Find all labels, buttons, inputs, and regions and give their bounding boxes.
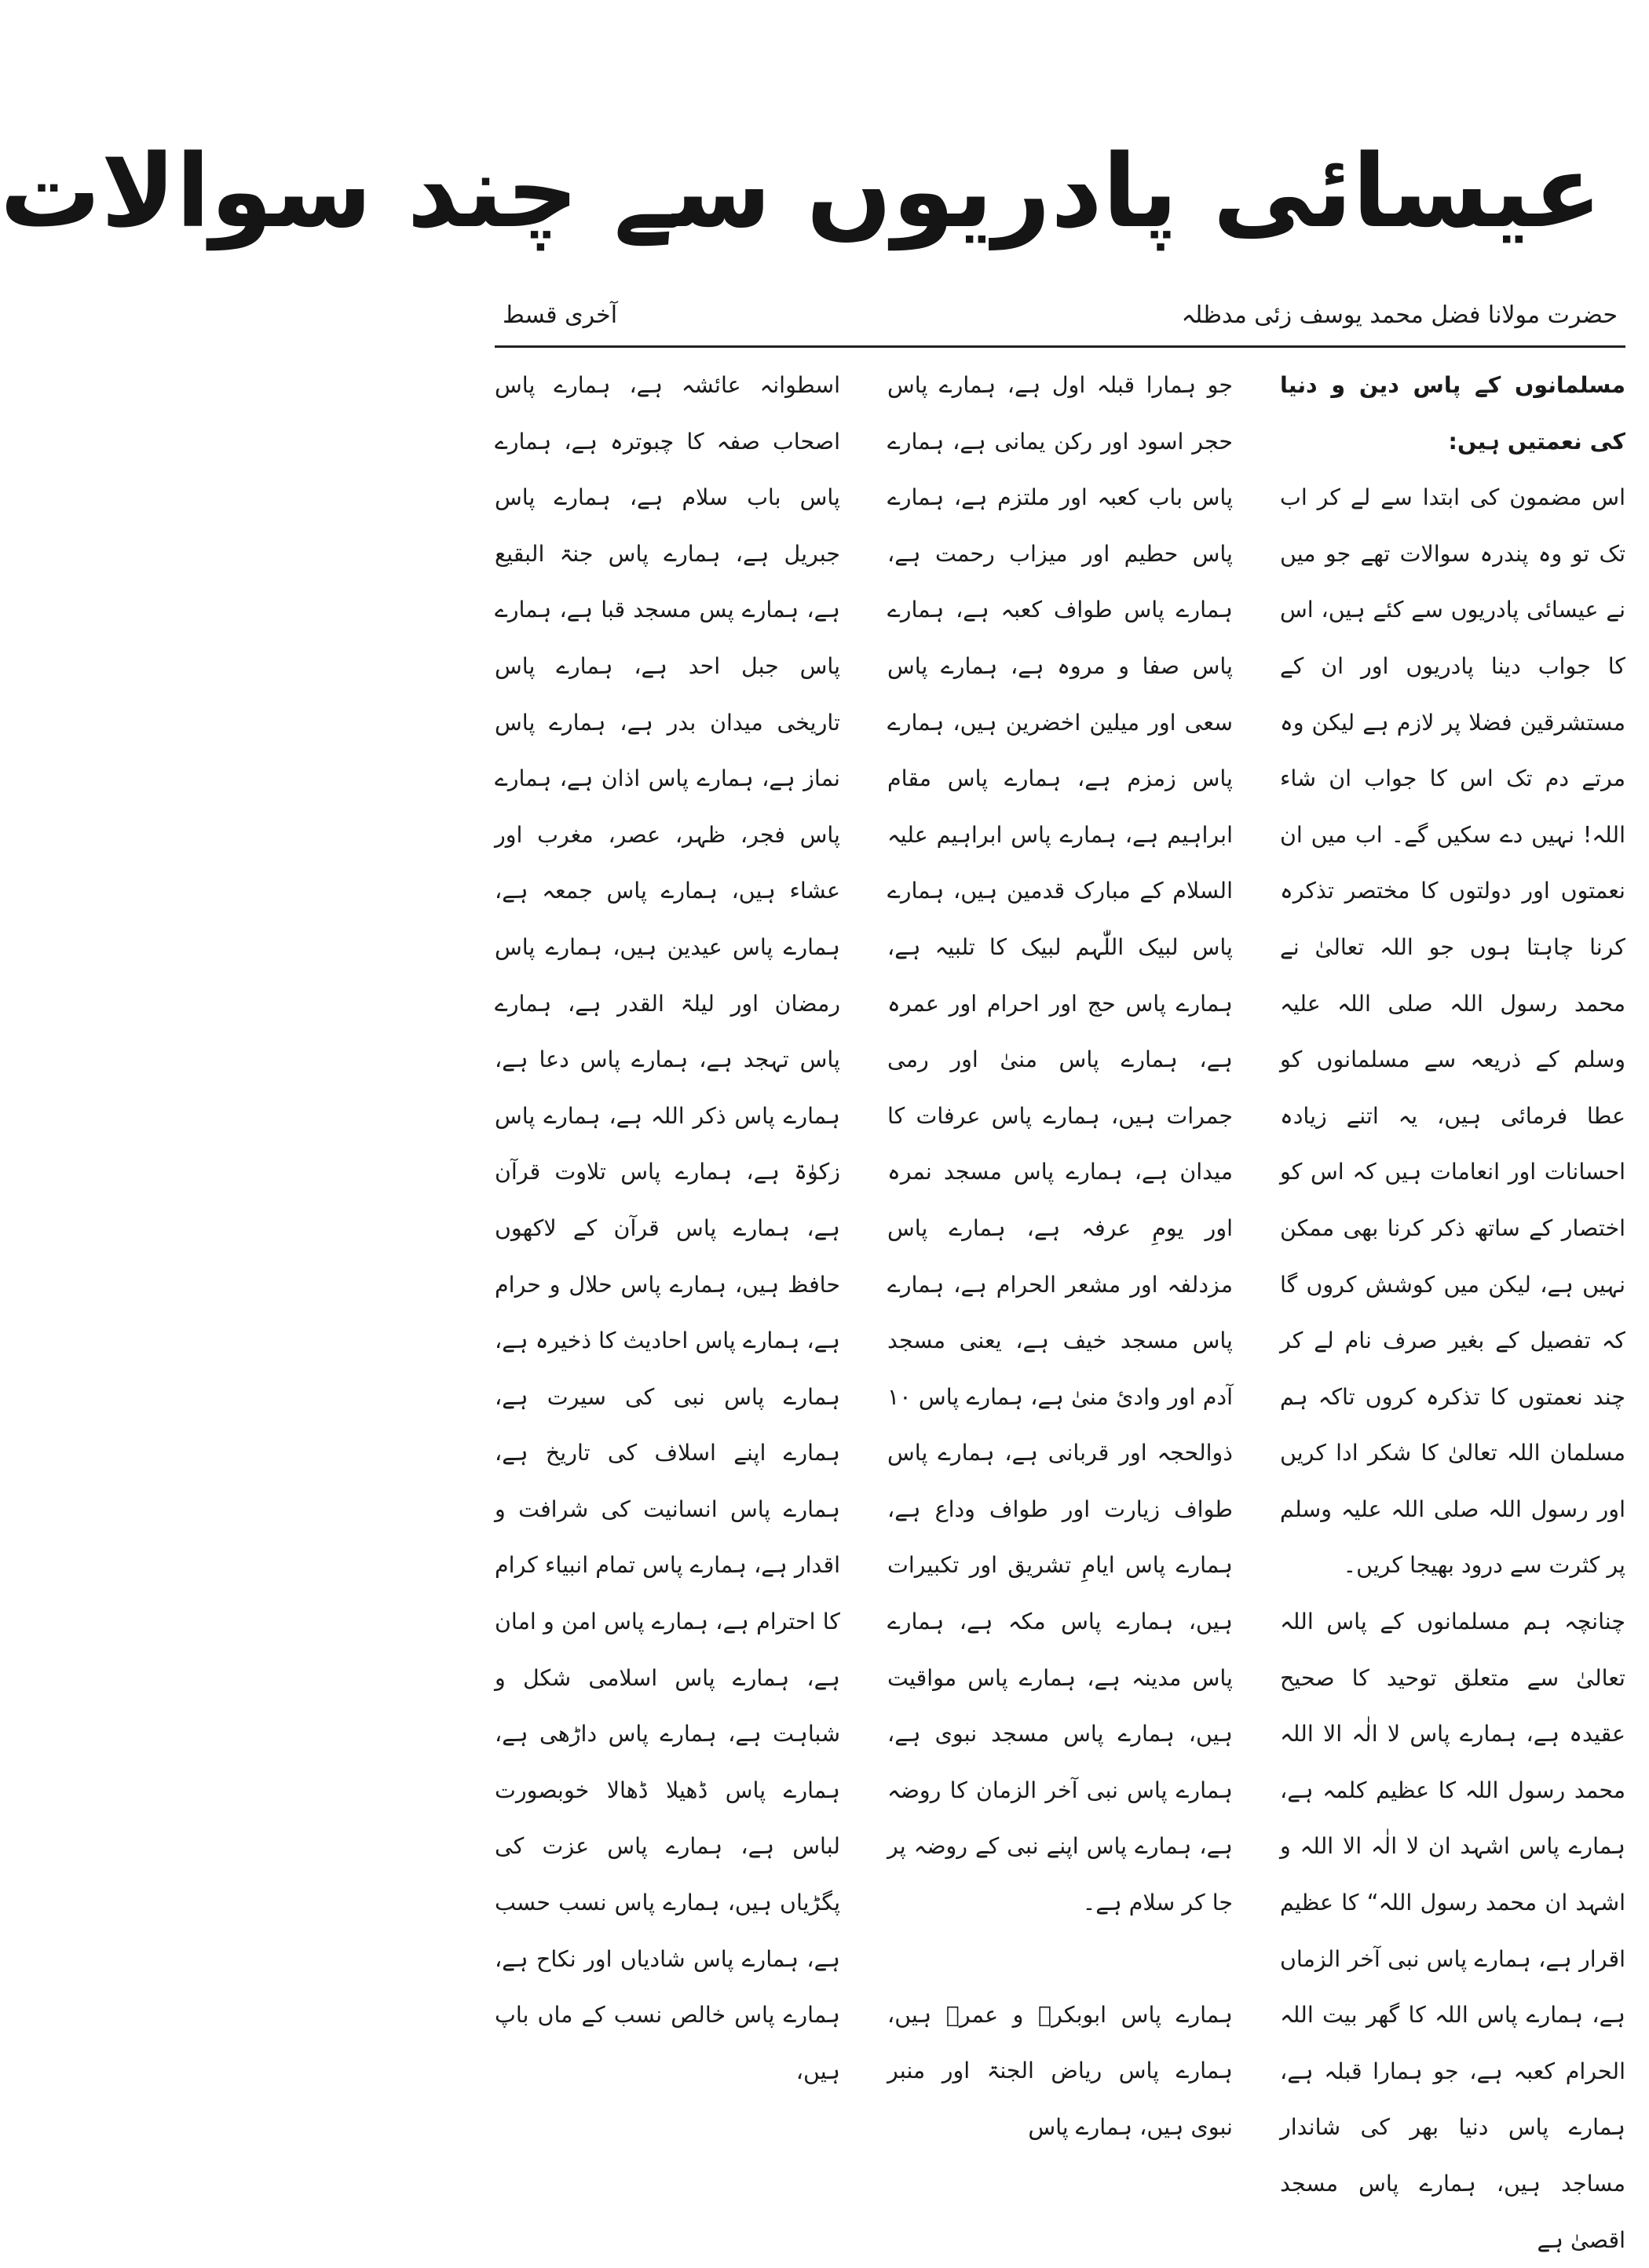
text-column-1 [1280, 357, 1625, 2253]
paragraph: ہمارے پاس ابوبکرؓ و عمرؓ ہیں، ہمارے پاس ریاض الجنۃ اور منبر نبوی ہیں، ہمارے پاس [887, 2001, 1233, 2140]
author-byline: حضرت مولانا فضل محمد یوسف زئی مدظلہ [1181, 301, 1618, 329]
paragraph: جو ہمارا قبلہ اول ہے، ہمارے پاس حجر اسود اور رکن یمانی ہے، ہمارے پاس باب کعبہ اور ملتزم ہے، ہمارے پاس حطیم اور میزاب رحمت ہے، ہمارے پاس طواف کعبہ ہے، ہمارے پاس صفا و مروہ ہے، ہمارے پاس سعی اور میلین اخضرین ہیں، ہمارے پاس زمزم ہے، ہمارے پاس مقام ابراہیم ہے، ہمارے پاس ابراہیم علیہ السلام کے مبارک قدمین ہیں، ہمارے پاس لبیک اللّٰہم لبیک کا تلبیہ ہے، ہمارے پاس حج اور احرام اور عمرہ ہے، ہمارے پاس منیٰ اور رمی جمرات ہیں، ہمارے پاس عرفات کا میدان ہے، ہمارے پاس مسجد نمرہ اور یومِ عرفہ ہے، ہمارے پاس مزدلفہ اور مشعر الحرام ہے، ہمارے پاس مسجد خیف ہے، یعنی مسجد آدم اور وادیٔ منیٰ ہے، ہمارے پاس ۱۰ ذوالحجہ اور قربانی ہے، ہمارے پاس طواف زیارت اور طواف وداع ہے، ہمارے پاس ایامِ تشریق اور تکبیرات ہیں، ہمارے پاس مکہ ہے، ہمارے پاس مدینہ ہے، ہمارے پاس مواقیت ہیں، ہمارے پاس مسجد نبوی ہے، ہمارے پاس نبی آخر الزمان کا روضہ ہے، ہمارے پاس اپنے نبی کے روضہ پر جا کر سلام ہے۔ [887, 372, 1233, 1916]
text-column-3 [495, 357, 840, 2084]
paragraph: اسطوانہ عائشہ ہے، ہمارے پاس اصحاب صفہ کا چبوترہ ہے، ہمارے پاس باب سلام ہے، ہمارے پاس جبریل ہے، ہمارے پاس جنۃ البقیع ہے، ہمارے پس مسجد قبا ہے، ہمارے پاس جبل احد ہے، ہمارے پاس تاریخی میدان بدر ہے، ہمارے پاس نماز ہے، ہمارے پاس اذان ہے، ہمارے پاس فجر، ظہر، عصر، مغرب اور عشاء ہیں، ہمارے پاس جمعہ ہے، ہمارے پاس عیدین ہیں، ہمارے پاس رمضان اور لیلۃ القدر ہے، ہمارے پاس تہجد ہے، ہمارے پاس دعا ہے، ہمارے پاس ذکر اللہ ہے، ہمارے پاس زکوٰۃ ہے، ہمارے پاس تلاوت قرآن ہے، ہمارے پاس قرآن کے لاکھوں حافظ ہیں، ہمارے پاس حلال و حرام ہے، ہمارے پاس احادیث کا ذخیرہ ہے، ہمارے پاس نبی کی سیرت ہے، ہمارے اپنے اسلاف کی تاریخ ہے، ہمارے پاس انسانیت کی شرافت و اقدار ہے، ہمارے پاس تمام انبیاء کرام کا احترام ہے، ہمارے پاس امن و امان ہے، ہمارے پاس اسلامی شکل و شباہت ہے، ہمارے پاس داڑھی ہے، ہمارے پاس ڈھیلا ڈھالا خوبصورت لباس ہے، ہمارے پاس عزت کی پگڑیاں ہیں، ہمارے پاس نسب حسب ہے، ہمارے پاس شادیاں اور نکاح ہے، ہمارے پاس خالص نسب کے ماں باپ ہیں، [495, 372, 840, 2084]
article-title: عیسائی پادریوں سے چند سوالات [0, 133, 1602, 250]
text-column-2 [887, 357, 1233, 2140]
header-divider [495, 345, 1625, 348]
section-heading: مسلمانوں کے پاس دین و دنیا کی نعمتیں ہیں: [1280, 372, 1625, 455]
episode-label: آخری قسط [503, 301, 618, 329]
paragraph-gap [887, 1931, 1233, 1987]
paragraph: اس مضمون کی ابتدا سے لے کر اب تک تو وہ پندرہ سوالات تھے جو میں نے عیسائی پادریوں سے کئے ہیں، اس کا جواب دینا پادریوں اور ان کے مستشرقین فضلا پر لازم ہے لیکن وہ مرتے دم تک اس کا جواب ان شاء اللہ! نہیں دے سکیں گے۔ اب میں ان نعمتوں اور دولتوں کا مختصر تذکرہ کرنا چاہتا ہوں جو اللہ تعالیٰ نے محمد رسول اللہ صلی اللہ علیہ وسلم کے ذریعہ سے مسلمانوں کو عطا فرمائی ہیں، یہ اتنے زیادہ احسانات اور انعامات ہیں کہ اس کو اختصار کے ساتھ ذکر کرنا بھی ممکن نہیں ہے، لیکن میں کوشش کروں گا کہ تفصیل کے بغیر صرف نام لے کر چند نعمتوں کا تذکرہ کروں تاکہ ہم مسلمان اللہ تعالیٰ کا شکر ادا کریں اور رسول اللہ صلی اللہ علیہ وسلم پر کثرت سے درود بھیجا کریں۔ [1280, 484, 1625, 1579]
paragraph: چنانچہ ہم مسلمانوں کے پاس اللہ تعالیٰ سے متعلق توحید کا صحیح عقیدہ ہے، ہمارے پاس لا الٰہ الا اللہ محمد رسول اللہ کا عظیم کلمہ ہے، ہمارے پاس اشہد ان لا الٰہ الا اللہ و اشہد ان محمد رسول اللہ“ کا عظیم اقرار ہے، ہمارے پاس نبی آخر الزماں ہے، ہمارے پاس اللہ کا گھر بیت اللہ الحرام کعبہ ہے، جو ہمارا قبلہ ہے، ہمارے پاس دنیا بھر کی شاندار مساجد ہیں، ہمارے پاس مسجد اقصیٰ ہے [1280, 1609, 1625, 2253]
